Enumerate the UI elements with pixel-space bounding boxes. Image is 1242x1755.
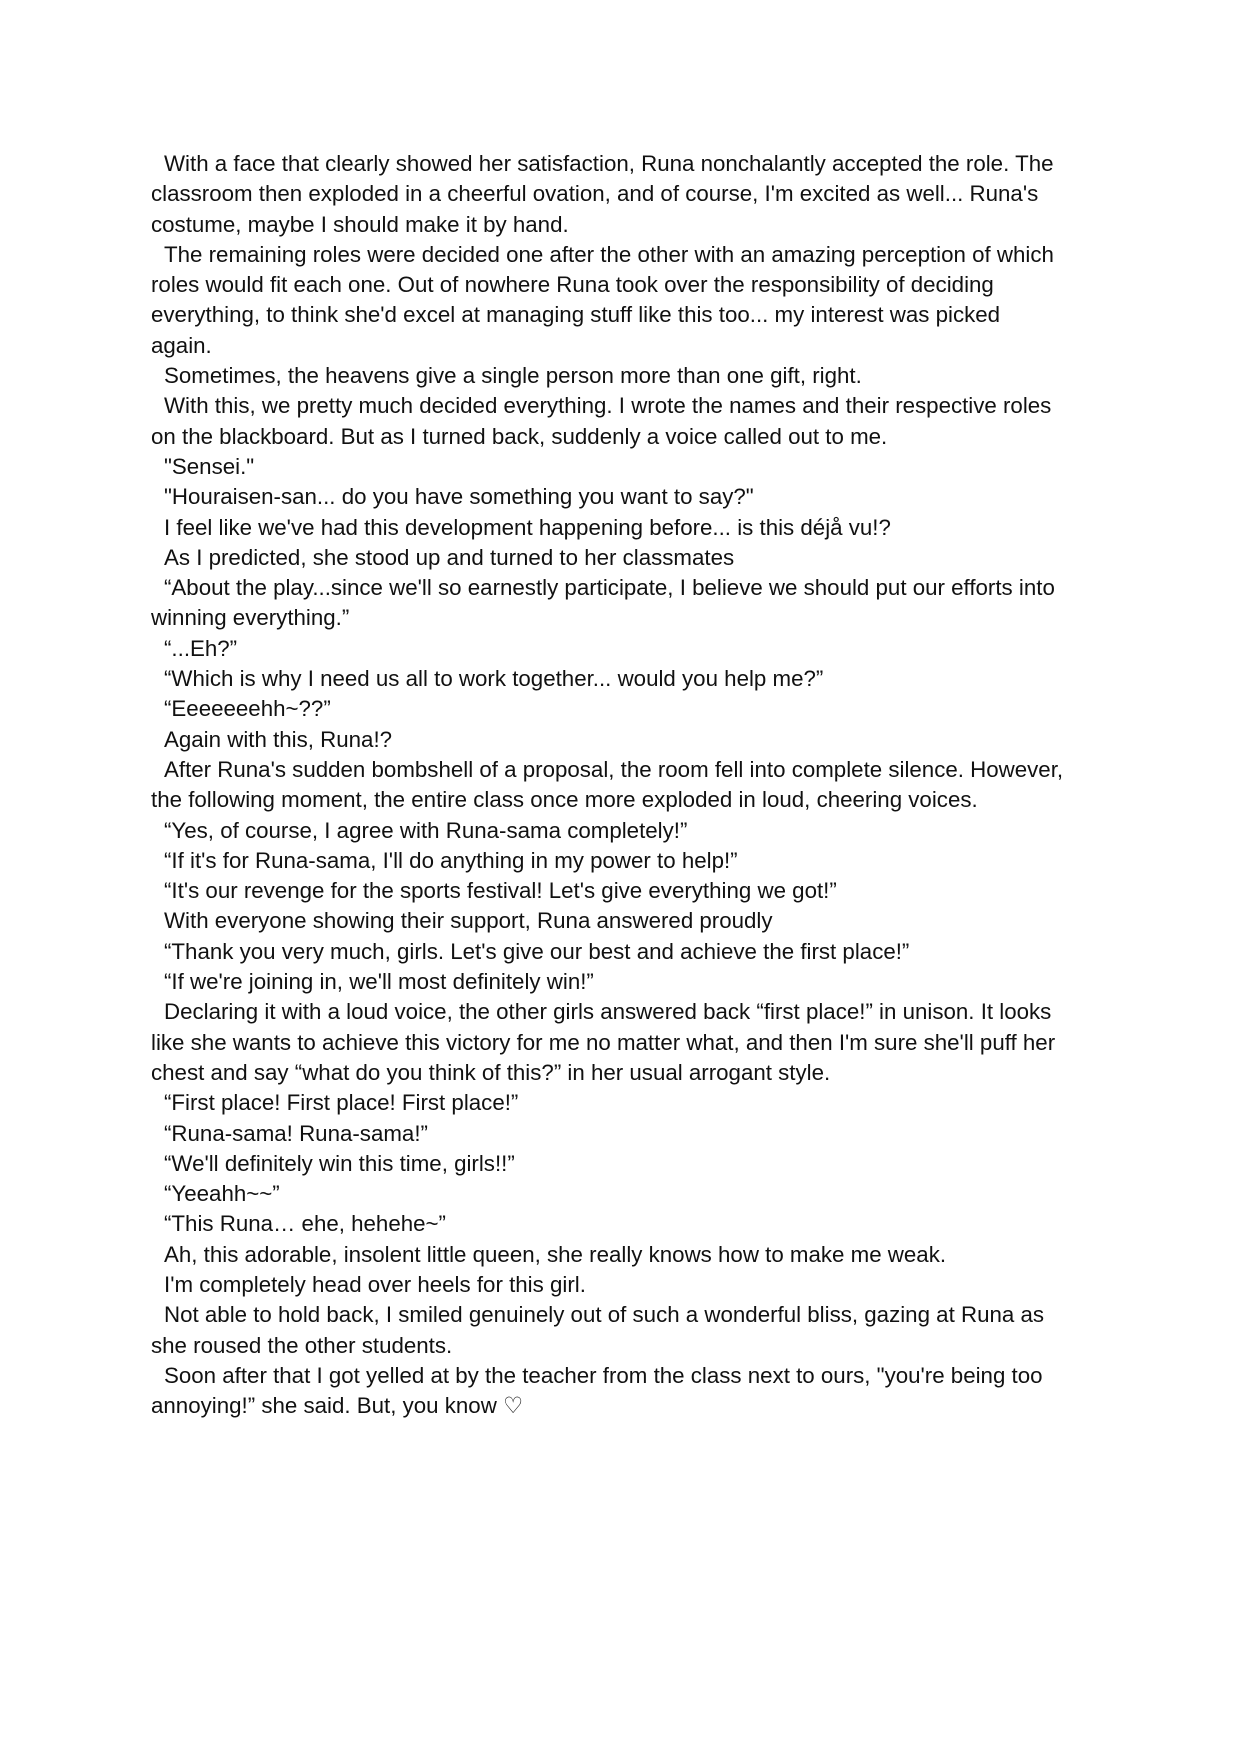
text-line: “About the play...since we'll so earnestly participate, I believe we should put our efforts into: [164, 575, 1055, 601]
text-line: The remaining roles were decided one after the other with an amazing perception of which: [164, 241, 1054, 267]
paragraph: [151, 1209, 1111, 1239]
text-line: With this, we pretty much decided everything. I wrote the names and their respective roles: [164, 393, 1052, 419]
text-line: classroom then exploded in a cheerful ovation, and of course, I'm excited as well... Runa's: [151, 181, 1039, 207]
text-line: After Runa's sudden bombshell of a proposal, the room fell into complete silence. However,: [164, 756, 1064, 782]
text-line: With everyone showing their support, Runa answered proudly: [164, 908, 773, 934]
paragraph: [151, 997, 1111, 1088]
paragraph: [151, 846, 1111, 876]
paragraph: [151, 634, 1111, 664]
paragraph: [151, 543, 1111, 573]
text-line: annoying!” she said. But, you know ♡: [151, 1393, 523, 1419]
paragraph: [151, 513, 1111, 543]
text-line: everything, to think she'd excel at managing stuff like this too... my interest was picked: [151, 302, 1001, 328]
paragraph: [151, 967, 1111, 997]
text-line: “Yes, of course, I agree with Runa-sama completely!”: [164, 817, 688, 843]
paragraph: [151, 452, 1111, 482]
text-line: Not able to hold back, I smiled genuinely out of such a wonderful bliss, gazing at Runa as: [164, 1302, 1045, 1328]
text-line: the following moment, the entire class once more exploded in loud, cheering voices.: [151, 787, 978, 813]
text-line: roles would fit each one. Out of nowhere Runa took over the responsibility of deciding: [151, 272, 994, 298]
paragraph: [151, 1240, 1111, 1270]
text-line: “Thank you very much, girls. Let's give our best and achieve the first place!”: [164, 938, 910, 964]
paragraph: [151, 816, 1111, 846]
text-line: chest and say “what do you think of this?” in her usual arrogant style.: [151, 1059, 831, 1085]
paragraph: [151, 1119, 1111, 1149]
paragraph: [151, 1149, 1111, 1179]
text-line: “It's our revenge for the sports festival! Let's give everything we got!”: [164, 878, 837, 904]
paragraph: [151, 1270, 1111, 1300]
paragraph: [151, 694, 1111, 724]
text-line: “We'll definitely win this time, girls!!”: [164, 1150, 515, 1176]
text-line: “First place! First place! First place!”: [164, 1090, 519, 1116]
paragraph: [151, 664, 1111, 694]
text-line: Sometimes, the heavens give a single person more than one gift, right.: [164, 363, 862, 389]
text-line: "Sensei.": [164, 453, 255, 479]
text-line: Ah, this adorable, insolent little queen, she really knows how to make me weak.: [164, 1241, 947, 1267]
paragraph: [151, 1361, 1111, 1422]
text-line: “This Runa… ehe, hehehe~”: [164, 1211, 446, 1237]
text-line: again.: [151, 332, 212, 358]
paragraph: [151, 876, 1111, 906]
text-line: costume, maybe I should make it by hand.: [151, 211, 569, 237]
paragraph: [151, 937, 1111, 967]
text-line: “Eeeeeeehh~??”: [164, 696, 331, 722]
paragraph: [151, 391, 1111, 452]
paragraph: [151, 1300, 1111, 1361]
paragraph: [151, 1179, 1111, 1209]
text-line: “If we're joining in, we'll most definitely win!”: [164, 969, 594, 995]
text-line: With a face that clearly showed her satisfaction, Runa nonchalantly accepted the role. The: [164, 151, 1054, 176]
paragraph: [151, 482, 1111, 512]
text-line: Declaring it with a loud voice, the other girls answered back “first place!” in unison. It looks: [164, 999, 1052, 1025]
text-line: As I predicted, she stood up and turned to her classmates: [164, 544, 735, 570]
text-line: I'm completely head over heels for this girl.: [164, 1271, 586, 1297]
paragraph: [151, 906, 1111, 936]
text-line: winning everything.”: [151, 605, 350, 631]
text-line: Soon after that I got yelled at by the teacher from the class next to ours, "you're being too: [164, 1362, 1043, 1388]
paragraph: [151, 725, 1111, 755]
paragraph: [151, 573, 1111, 634]
text-line: “Yeeahh~~”: [164, 1181, 280, 1207]
text-line: on the blackboard. But as I turned back, suddenly a voice called out to me.: [151, 423, 888, 449]
text-line: “Runa-sama! Runa-sama!”: [164, 1120, 428, 1146]
text-line: I feel like we've had this development happening before... is this déjå vu!?: [164, 514, 891, 540]
paragraph: [151, 755, 1111, 816]
text-line: like she wants to achieve this victory for me no matter what, and then I'm sure she'll puff her: [151, 1029, 1056, 1055]
text-line: “Which is why I need us all to work together... would you help me?”: [164, 666, 824, 692]
document-page: [151, 149, 1111, 1421]
paragraph: [151, 361, 1111, 391]
paragraph: [151, 240, 1111, 361]
paragraph: [151, 1088, 1111, 1118]
text-line: “If it's for Runa-sama, I'll do anything in my power to help!”: [164, 847, 738, 873]
text-line: she roused the other students.: [151, 1332, 453, 1358]
paragraph: [151, 149, 1111, 240]
text-line: "Houraisen-san... do you have something you want to say?": [164, 484, 754, 510]
text-line: Again with this, Runa!?: [164, 726, 393, 752]
text-line: “...Eh?”: [164, 635, 238, 661]
